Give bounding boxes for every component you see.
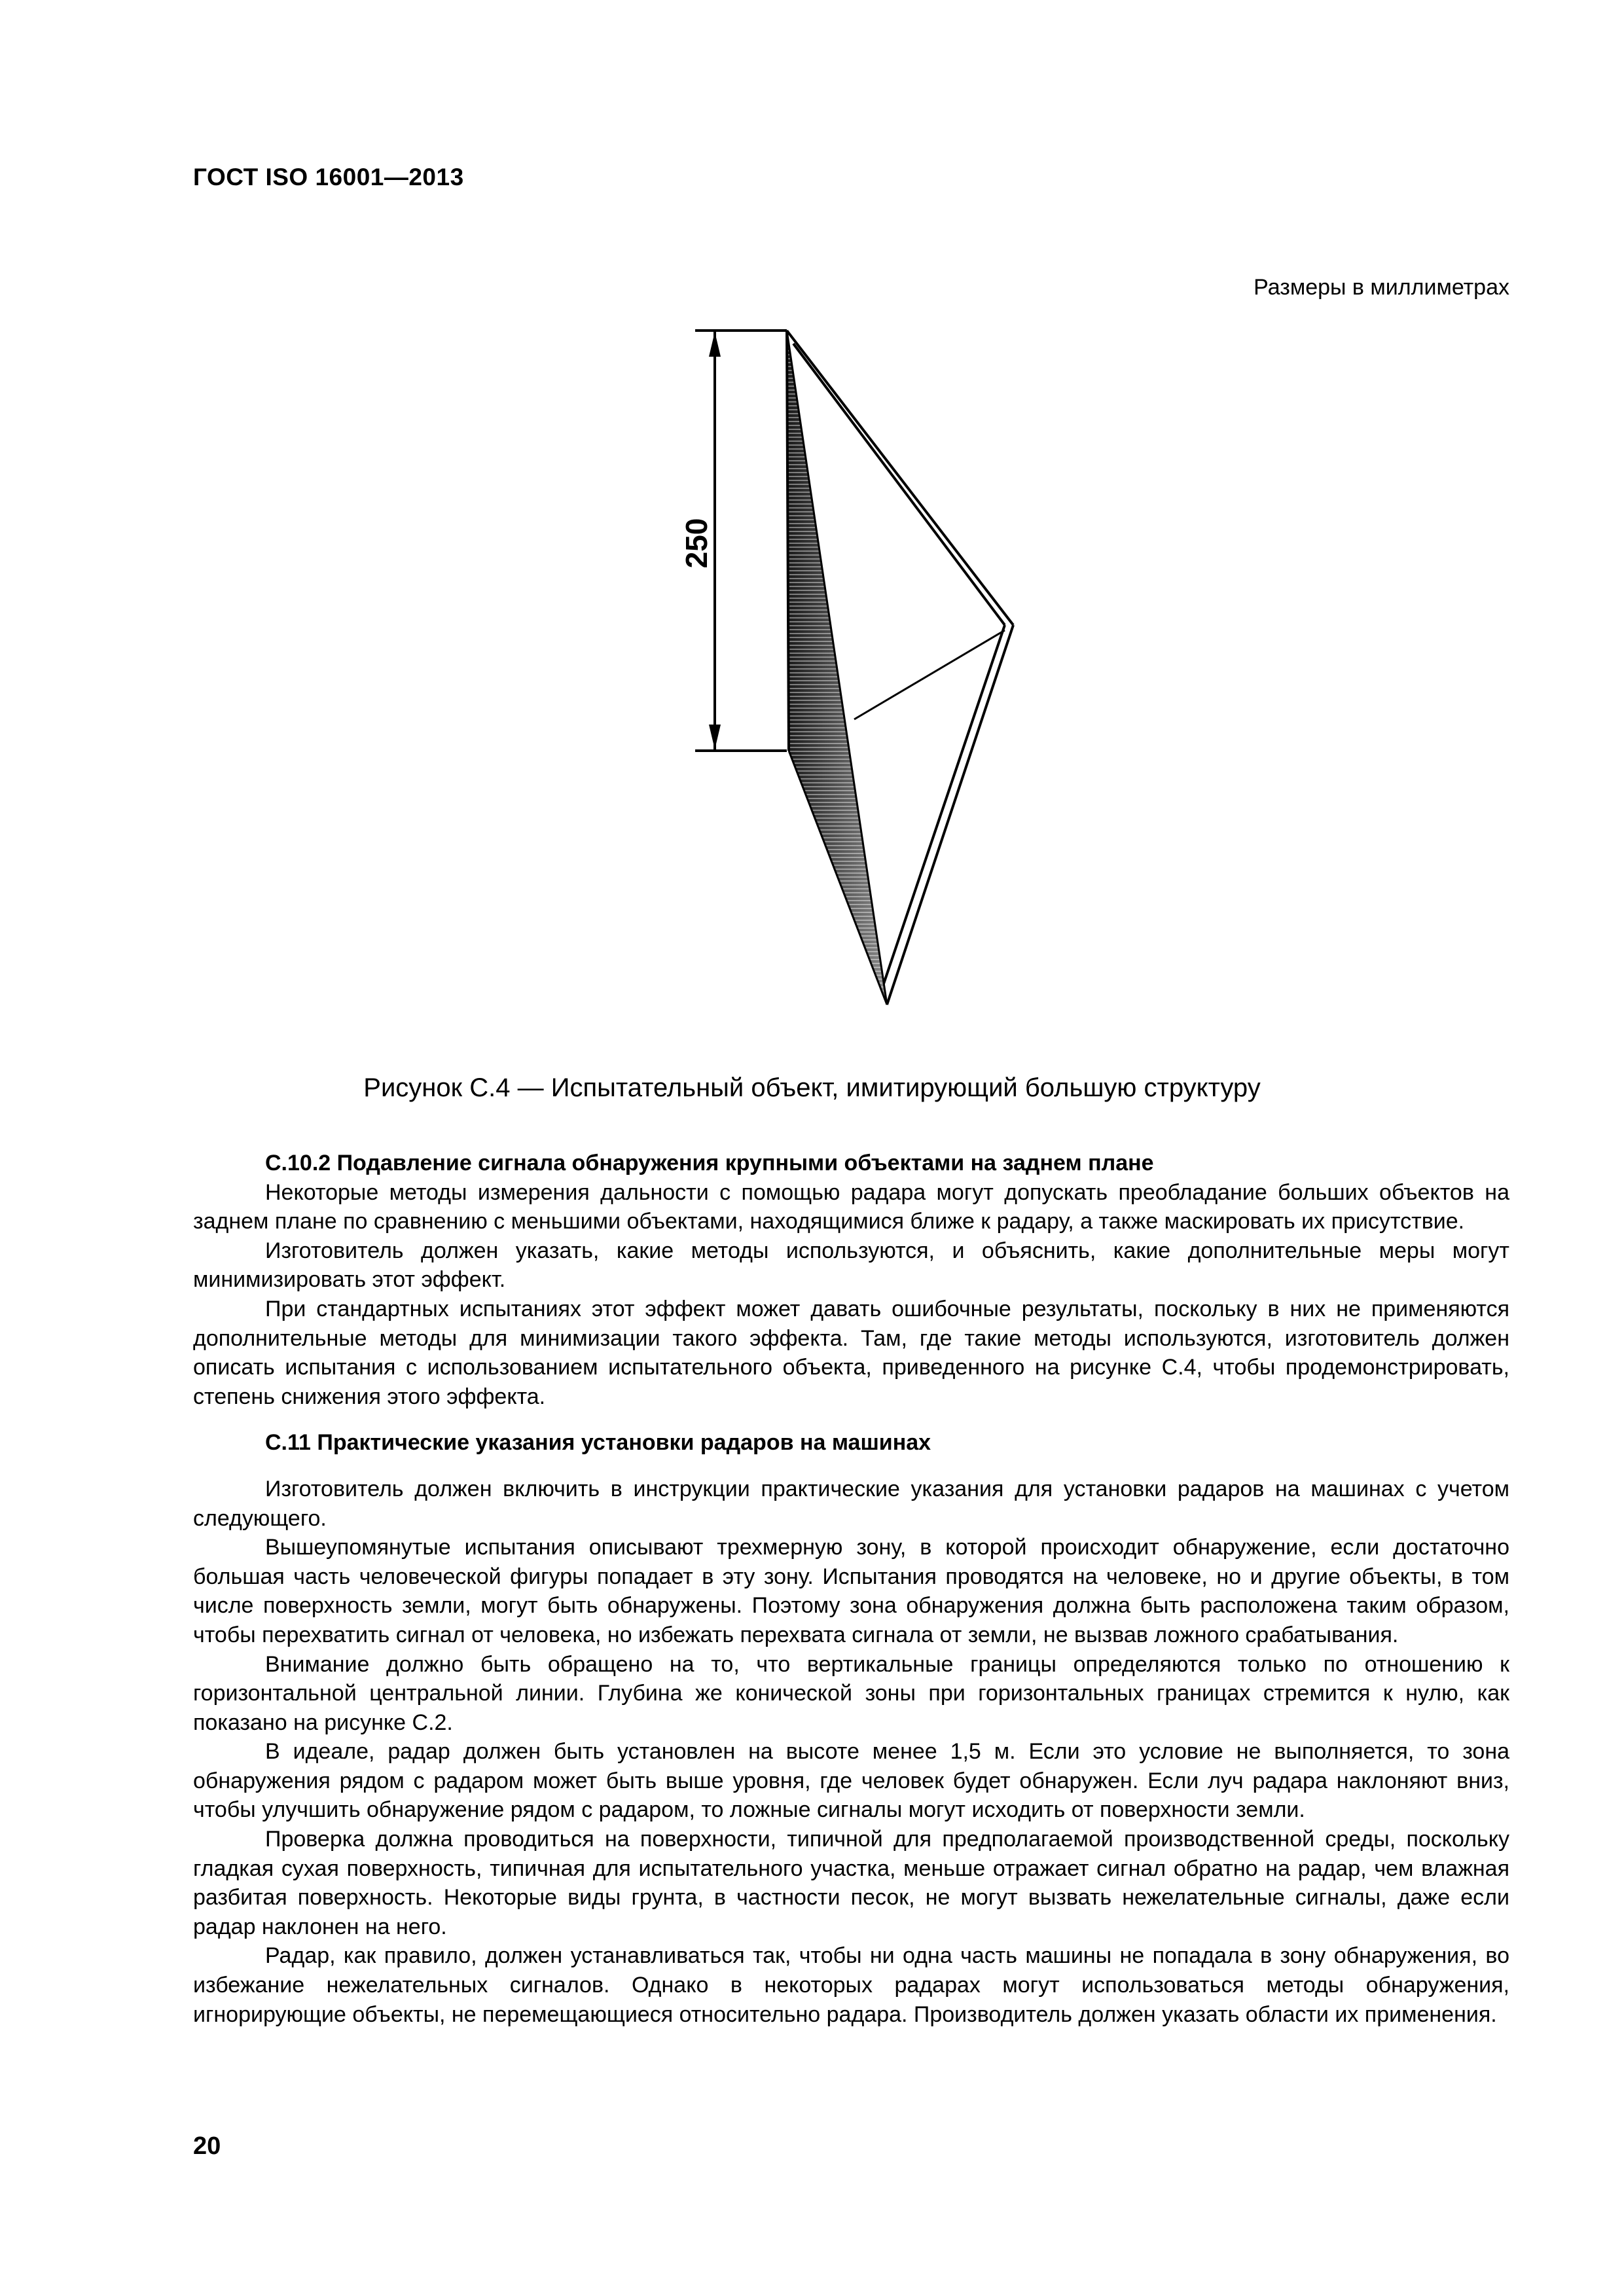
paragraph: При стандартных испытаниях этот эффект может давать ошибочные результаты, поскольку в них не применяются дополнительные методы для минимизации такого эффекта. Там, где такие методы используются, изготовитель должен описать испытания с использованием испытательного объекта, приведенного на рисунке С.4, чтобы продемонстрировать, степень снижения этого эффекта. <box>193 1296 1509 1409</box>
test-object-drawing <box>641 317 1087 1024</box>
edge-inner <box>854 630 1005 719</box>
dimension-arrow-bottom <box>709 725 721 749</box>
edge-lower-inner <box>884 625 1005 984</box>
figure-caption: Рисунок С.4 — Испытательный объект, имитирующий большую структуру <box>363 1073 1261 1102</box>
edge-lower-outer <box>887 625 1013 1005</box>
paragraph: Изготовитель должен указать, какие методы используются, и объяснить, какие дополнительные меры могут минимизировать этот эффект. <box>193 1238 1509 1293</box>
paragraph: Внимание должно быть обращено на то, что вертикальные границы определяются только по отношению к горизонтальной центральной линии. Глубина же конической зоны при горизонтальных границах стремится к нулю, как показано на рисунке С.2. <box>193 1651 1509 1735</box>
section-heading: С.10.2 Подавление сигнала обнаружения крупными объектами на заднем плане <box>265 1151 1154 1175</box>
units-note: Размеры в миллиметрах <box>1254 275 1509 300</box>
dimension-label: 250 <box>679 518 713 569</box>
dimension-arrow-top <box>709 332 721 357</box>
paragraph: В идеале, радар должен быть установлен на высоте менее 1,5 м. Если это условие не выполняется, то зона обнаружения рядом с радаром может быть выше уровня, где человек будет обнаружен. Если луч радара наклоняют вниз, чтобы улучшить обнаружение рядом с радаром, то ложные сигналы могут исходить от поверхности земли. <box>193 1739 1509 1823</box>
paragraph: Проверка должна проводиться на поверхности, типичной для предполагаемой производственной среды, поскольку гладкая сухая поверхность, типичная для испытательного участка, меньше отражает сигнал обратно на радар, чем влажная разбитая поверхность. Некоторые виды грунта, в частности песок, не могут вызвать нежелательные сигналы, даже если радар наклонен на него. <box>193 1827 1509 1939</box>
figure-test-object <box>641 317 1087 1024</box>
paragraph: Радар, как правило, должен устанавливаться так, чтобы ни одна часть машины не попадала в зону обнаружения, во избежание нежелательных сигналов. Однако в некоторых радарах могут использоваться методы обнаружения, игнорирующие объекты, не перемещающиеся относительно радара. Производитель должен указать области их применения. <box>193 1943 1509 2027</box>
paragraph: Некоторые методы измерения дальности с помощью радара могут допускать преобладание больших объектов на заднем плане по сравнению с меньшими объектами, находящимися ближе к радару, а также маскировать их присутствие. <box>193 1179 1509 1234</box>
body-text <box>193 1149 1509 2029</box>
page-number: 20 <box>193 2132 221 2160</box>
paragraph: Изготовитель должен включить в инструкции практические указания для установки радаров на машинах с учетом следующего. <box>193 1476 1509 1531</box>
page-header: ГОСТ ISO 16001—2013 <box>193 164 464 190</box>
paragraph: Вышеупомянутые испытания описывают трехмерную зону, в которой происходит обнаружение, если достаточно большая часть человеческой фигуры попадает в эту зону. Испытания проводятся на человеке, но и другие объекты, в том числе поверхность земли, могут быть обнаружены. Поэтому зона обнаружения должна быть расположена таким образом, чтобы перехватить сигнал от человека, но избежать перехвата сигнала от земли, не вызвав ложного срабатывания. <box>193 1535 1509 1647</box>
section-heading: С.11 Практические указания установки радаров на машинах <box>265 1430 931 1456</box>
